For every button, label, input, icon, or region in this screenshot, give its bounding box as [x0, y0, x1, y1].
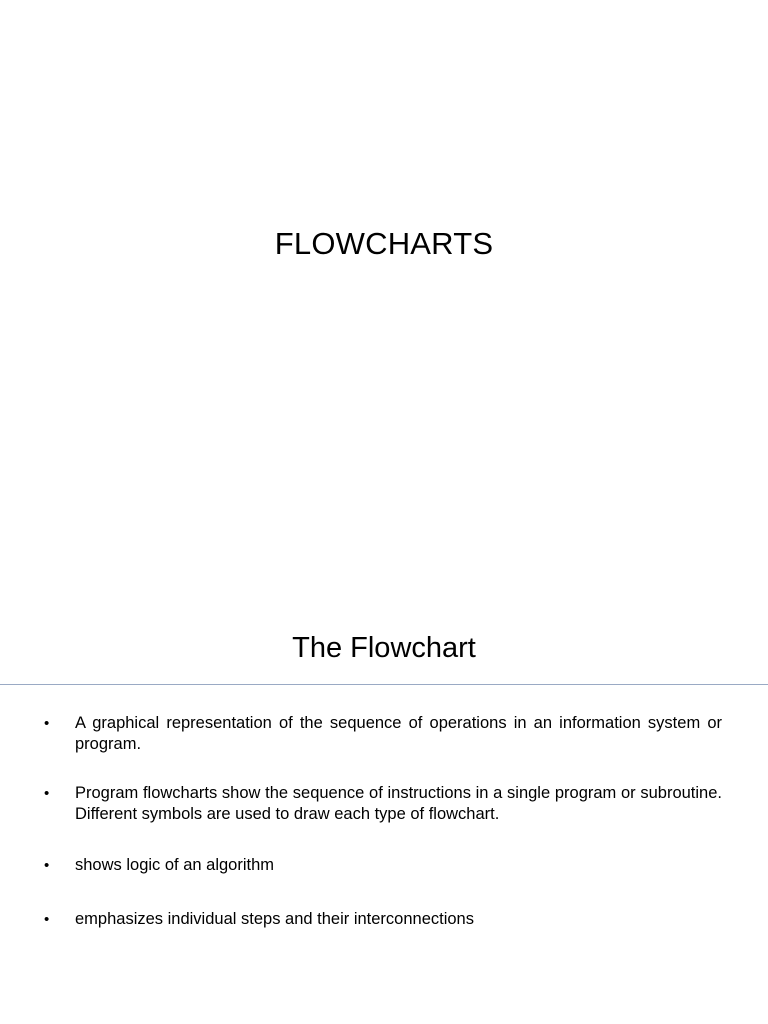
slide-title-flowcharts: FLOWCHARTS [274, 226, 494, 261]
bullet-icon: • [44, 911, 50, 928]
bullet-item [44, 855, 722, 876]
bullet-item [44, 713, 722, 755]
title-divider [0, 684, 768, 685]
bullet-text: emphasizes individual steps and their interconnections [75, 910, 474, 928]
bullet-text: shows logic of an algorithm [75, 856, 275, 874]
bullet-text: A graphical representation of the sequence of operations in an information system or program. [75, 714, 722, 753]
bullet-item [44, 909, 722, 930]
bullet-icon: • [44, 785, 50, 802]
bullet-icon: • [44, 857, 50, 874]
bullet-list [44, 713, 722, 930]
bullet-icon: • [44, 715, 50, 732]
bullet-text: Program flowcharts show the sequence of instructions in a single program or subroutine. Different symbols are used to draw each type of flowchart. [75, 784, 722, 823]
slide-title-the-flowchart: The Flowchart [292, 632, 476, 664]
bullet-item [44, 783, 722, 825]
content-slide [0, 594, 768, 1024]
